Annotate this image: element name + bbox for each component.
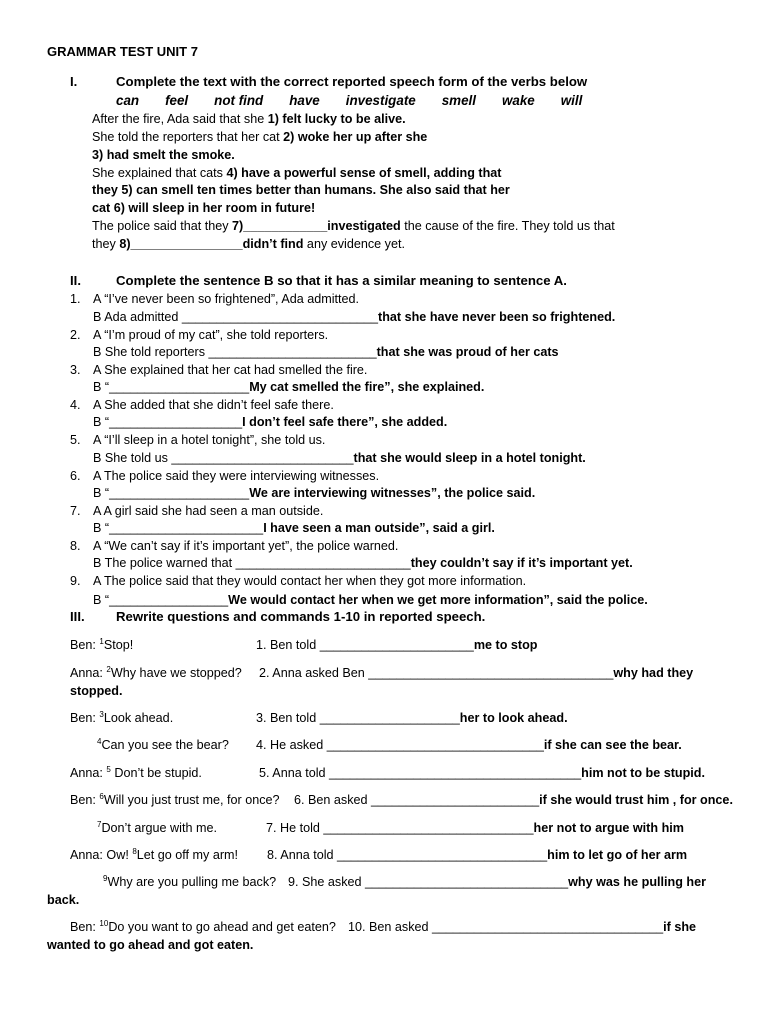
section-2-heading: Complete the sentence B so that it has a similar meaning to sentence A. <box>116 273 567 288</box>
dialogue-line: Ben: $^3$Look ahead. <box>70 710 174 725</box>
sentence-a: A A girl said she had seen a man outside. <box>93 504 324 518</box>
answer: her to look ahead. <box>459 711 568 725</box>
reported-line: 9. She asked _____________________________why was he pulling her <box>288 875 706 889</box>
answer: if she <box>663 920 697 934</box>
section-1-heading: Complete the text with the correct reported speech form of the verbs below <box>116 74 588 89</box>
answer: that she was proud of her cats <box>376 345 559 359</box>
answer: We are interviewing witnesses”, the police said. <box>249 486 536 500</box>
sentence-b: B “____________________My cat smelled the fire”, she explained. <box>93 380 485 394</box>
answer: her not to argue with him <box>533 821 684 835</box>
item-number: 5. <box>70 433 81 447</box>
dialogue-line: Anna: $^5$ Don’t be stupid. <box>70 765 202 780</box>
dialogue-line: $^9$Why are you pulling me back? <box>103 874 277 889</box>
answer: 4) have a powerful sense of smell, adding that <box>226 166 502 180</box>
sentence-a: A “I’ll sleep in a hotel tonight”, she told us. <box>93 433 326 447</box>
verb-list <box>116 93 608 109</box>
answer: why had they <box>613 666 694 680</box>
verb: not find <box>214 93 264 108</box>
sentence-a: A “We can’t say if it’s important yet”, the police warned. <box>93 539 399 553</box>
section-3-heading: Rewrite questions and commands 1-10 in reported speech. <box>116 609 486 624</box>
sentence-a: A The police said that they would contact her when they got more information. <box>93 574 527 588</box>
dialogue-line: Ben: $^{10}$Do you want to go ahead and get eaten? <box>70 919 336 934</box>
dialogue-line: $^4$Can you see the bear? <box>97 737 229 752</box>
verb: feel <box>165 93 189 108</box>
sentence-a: A “I’m proud of my cat”, she told reporters. <box>93 328 329 342</box>
item-number: 1. <box>70 292 81 306</box>
answer: that she have never been so frightened. <box>378 310 616 324</box>
item-number: 6. <box>70 469 81 483</box>
reported-line: 4. He asked _______________________________if she can see the bear. <box>256 738 682 752</box>
sentence-b: B “____________________We are interviewing witnesses”, the police said. <box>93 486 536 500</box>
item-number: 3. <box>70 363 81 377</box>
sentence-b: B “______________________I have seen a man outside”, said a girl. <box>93 521 495 535</box>
text-line-3 <box>92 147 235 163</box>
reported-line: 3. Ben told ____________________her to look ahead. <box>256 711 568 725</box>
text-line-8: they 8)________________didn’t find any evidence yet. <box>92 237 405 251</box>
answer: We would contact her when we get more information”, said the police. <box>228 593 648 607</box>
reported-line: 8. Anna told ______________________________him to let go of her arm <box>267 848 688 862</box>
item-number: 2. <box>70 328 81 342</box>
answer: 8)________________didn’t find <box>119 237 304 251</box>
answer: 1) felt lucky to be alive. <box>267 112 406 126</box>
text-line-4: She explained that cats 4) have a powerful sense of smell, adding that <box>92 166 502 180</box>
answer: me to stop <box>473 638 538 652</box>
section-2-number: II. <box>70 273 81 288</box>
verb: have <box>289 93 320 108</box>
answer: that she would sleep in a hotel tonight. <box>353 451 586 465</box>
answer: 7)____________investigated <box>232 219 401 233</box>
reported-line: 5. Anna told ____________________________________him not to be stupid. <box>259 766 705 780</box>
dialogue-line: Anna: Ow! $^8$Let go off my arm! <box>70 847 239 862</box>
dialogue-line: Ben: $^1$Stop! <box>70 637 134 652</box>
answer: 3) had smelt the smoke. <box>92 148 235 162</box>
item-number: 7. <box>70 504 81 518</box>
verb: can <box>116 93 140 108</box>
reported-line: 6. Ben asked ________________________if she would trust him , for once. <box>294 793 733 807</box>
reported-line: 10. Ben asked _________________________________if she <box>348 920 697 934</box>
answer: I have seen a man outside”, said a girl. <box>263 521 495 535</box>
sentence-b: B She told us __________________________that she would sleep in a hotel tonight. <box>93 451 586 465</box>
answer-continuation: back. <box>47 893 80 907</box>
sentence-b: B “_________________We would contact her when we get more information”, said the police. <box>93 593 648 607</box>
sentence-b: B Ada admitted ____________________________that she have never been so frightened. <box>93 310 616 324</box>
item-number: 8. <box>70 539 81 553</box>
reported-line: 7. He told ______________________________her not to argue with him <box>266 821 684 835</box>
item-number: 4. <box>70 398 81 412</box>
text-line-5: they 5) can smell ten times better than humans. She also said that her <box>92 183 510 197</box>
item-number: 9. <box>70 574 81 588</box>
answer: him not to be stupid. <box>581 766 705 780</box>
section-1-number: I. <box>70 74 78 89</box>
sentence-b: B “___________________I don’t feel safe there”, she added. <box>93 415 448 429</box>
text-line-7: The police said that they 7)____________investigated the cause of the fire. They told us that <box>92 219 615 233</box>
answer-continuation: stopped. <box>70 684 123 698</box>
dialogue-line: $^7$Don’t argue with me. <box>97 820 217 835</box>
dialogue-line: Anna: $^2$Why have we stopped? <box>70 665 242 680</box>
answer: if she can see the bear. <box>543 738 682 752</box>
sentence-a: A “I’ve never been so frightened”, Ada admitted. <box>93 292 360 306</box>
verb: wake <box>501 93 535 108</box>
dialogue-line: Ben: $^6$Will you just trust me, for once? <box>70 792 280 807</box>
sentence-a: A She explained that her cat had smelled the fire. <box>93 363 368 377</box>
sentence-a: A The police said they were interviewing witnesses. <box>93 469 380 483</box>
text-line-2: She told the reporters that her cat 2) woke her up after she <box>92 130 428 144</box>
verb: will <box>560 93 583 108</box>
verb: investigate <box>345 93 416 108</box>
reported-line: 1. Ben told ______________________me to stop <box>256 638 538 652</box>
answer: My cat smelled the fire”, she explained. <box>249 380 485 394</box>
answer: they couldn’t say if it’s important yet. <box>410 556 633 570</box>
answer: why was he pulling her <box>568 875 706 889</box>
sentence-b: B The police warned that _________________________they couldn’t say if it’s important yet. <box>93 556 633 570</box>
text-line-1: After the fire, Ada said that she 1) felt lucky to be alive. <box>92 112 406 126</box>
verb: smell <box>441 93 476 108</box>
text-line-6: cat 6) will sleep in her room in future! <box>92 201 316 215</box>
answer-continuation: wanted to go ahead and got eaten. <box>47 938 254 952</box>
answer: I don’t feel safe there”, she added. <box>242 415 448 429</box>
sentence-b: B She told reporters ________________________that she was proud of her cats <box>93 345 559 359</box>
answer: if she would trust him , for once. <box>539 793 733 807</box>
sentence-a: A She added that she didn’t feel safe there. <box>93 398 334 412</box>
answer: 2) woke her up after she <box>283 130 428 144</box>
reported-line: 2. Anna asked Ben ___________________________________why had they <box>259 666 694 680</box>
answer: him to let go of her arm <box>547 848 688 862</box>
page-title: GRAMMAR TEST UNIT 7 <box>47 44 198 59</box>
section-3-number: III. <box>70 609 85 624</box>
